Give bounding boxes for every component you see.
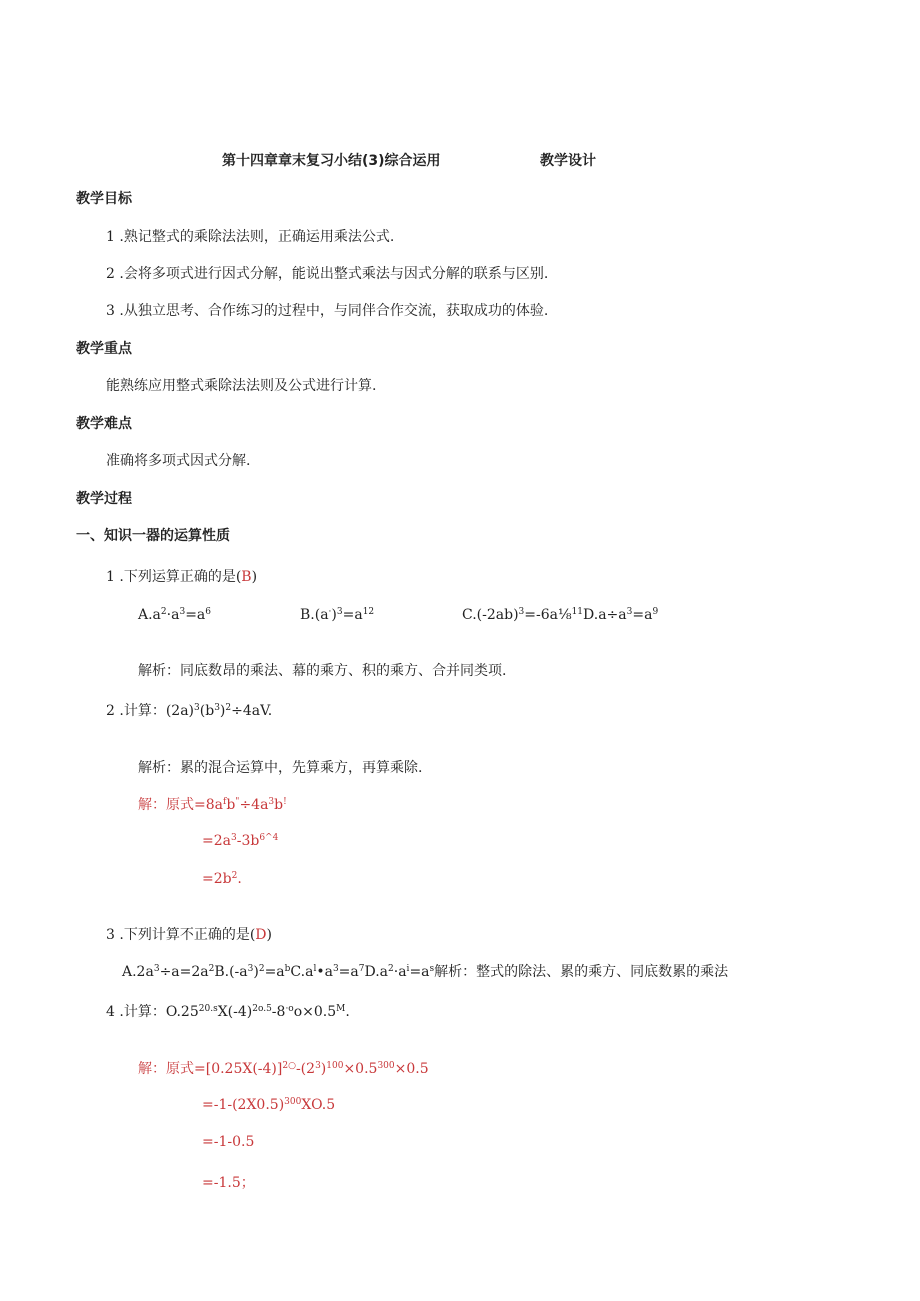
answer-letter: B <box>241 569 252 585</box>
goal-text: .会将多项式进行因式分解，能说出整式乘法与因式分解的联系与区别. <box>119 266 549 282</box>
question-4: 4 .计算：$O.25^{20.s}X(-4)^{2o.5}-8^{\cdot o}o\times 0.5^M$. <box>106 1004 350 1020</box>
question-stem: .下列运算正确的是 <box>119 569 236 585</box>
question-2: 2 .计算：$(2a)^3(b^3)^2\div 4aV$. <box>106 703 273 719</box>
section1-heading: 一、知识一器的运算性质 <box>76 528 230 544</box>
question-stem: .下列计算不正确的是 <box>119 927 250 943</box>
key-points-text: 能熟练应用整式乘除法法则及公式进行计算. <box>106 378 377 394</box>
q2-solution-line-1: 解：原式$=8a^fb^"\div 4a^3b^!$ <box>138 797 287 813</box>
question-number: 1 <box>106 569 115 585</box>
q1-option-cd: $C.(-2ab)^3=-6a\frac{1}{8}^{11}D.a\div a^3=a^9$ <box>462 607 659 623</box>
question-3: 3 .下列计算不正确的是(D) <box>106 927 272 943</box>
answer-letter: D <box>255 927 267 943</box>
goal-item-1 <box>106 226 394 246</box>
document-title-tail: 教学设计 <box>540 153 596 169</box>
goal-text: .熟记整式的乘除法法则，正确运用乘法公式. <box>119 229 395 245</box>
q2-solution-line-2: $=2a^3-3b^{6\^{}4}$ <box>202 833 279 849</box>
title-main: 第十四章章末复习小结(3)综合运用 <box>222 153 441 169</box>
goals-heading: 教学目标 <box>76 191 132 207</box>
question-number: 3 <box>106 927 115 943</box>
q2-solution-line-3: $=2b^2$. <box>202 871 242 887</box>
q4-solution-line-1: 解：原式$=[0.25X(-4)]^{2○}-(2^3)^{100}\times 0.5^{300}\times 0.5$ <box>138 1061 429 1077</box>
q4-solution-line-4: =-1.5； <box>202 1175 255 1191</box>
q2-analysis: 解析：累的混合运算中，先算乘方，再算乘除. <box>138 760 423 776</box>
document-title <box>222 150 441 170</box>
q1-option-a: $A.a^2\cdot a^3=a^6$ <box>138 607 211 623</box>
goal-item-3 <box>106 300 548 320</box>
goal-text: .从独立思考、合作练习的过程中，与同伴合作交流，获取成功的体验. <box>119 303 549 319</box>
difficulties-heading: 教学难点 <box>76 416 132 432</box>
goal-number: 1 <box>106 229 115 245</box>
question-1: 1 .下列运算正确的是(B) <box>106 569 258 585</box>
q1-analysis: 解析：同底数昂的乘法、幕的乘方、积的乘方、合并同类项. <box>138 663 507 679</box>
q3-options-and-analysis: $A.2a^3\div a=2a^2B.(-a^3)^2=a^bC.a^l•a^3=a^7D.a^2\cdot a^i=a^s$解析：整式的除法、累的乘方、同底数累的乘法 <box>122 964 729 980</box>
goal-number: 3 <box>106 303 115 319</box>
question-number: 2 <box>106 703 115 719</box>
key-points-heading: 教学重点 <box>76 341 132 357</box>
difficulties-text: 准确将多项式因式分解. <box>106 453 251 469</box>
goal-number: 2 <box>106 266 115 282</box>
q4-solution-line-3: =-1-0.5 <box>202 1134 255 1150</box>
question-number: 4 <box>106 1004 115 1020</box>
q4-solution-line-2: $=-1-(2X0.5)^{300}XO.5$ <box>202 1097 336 1113</box>
goal-item-2 <box>106 263 548 283</box>
process-heading: 教学过程 <box>76 491 132 507</box>
q1-option-b: $B.(a^\cdot)^3=a^{12}$ <box>300 607 375 623</box>
